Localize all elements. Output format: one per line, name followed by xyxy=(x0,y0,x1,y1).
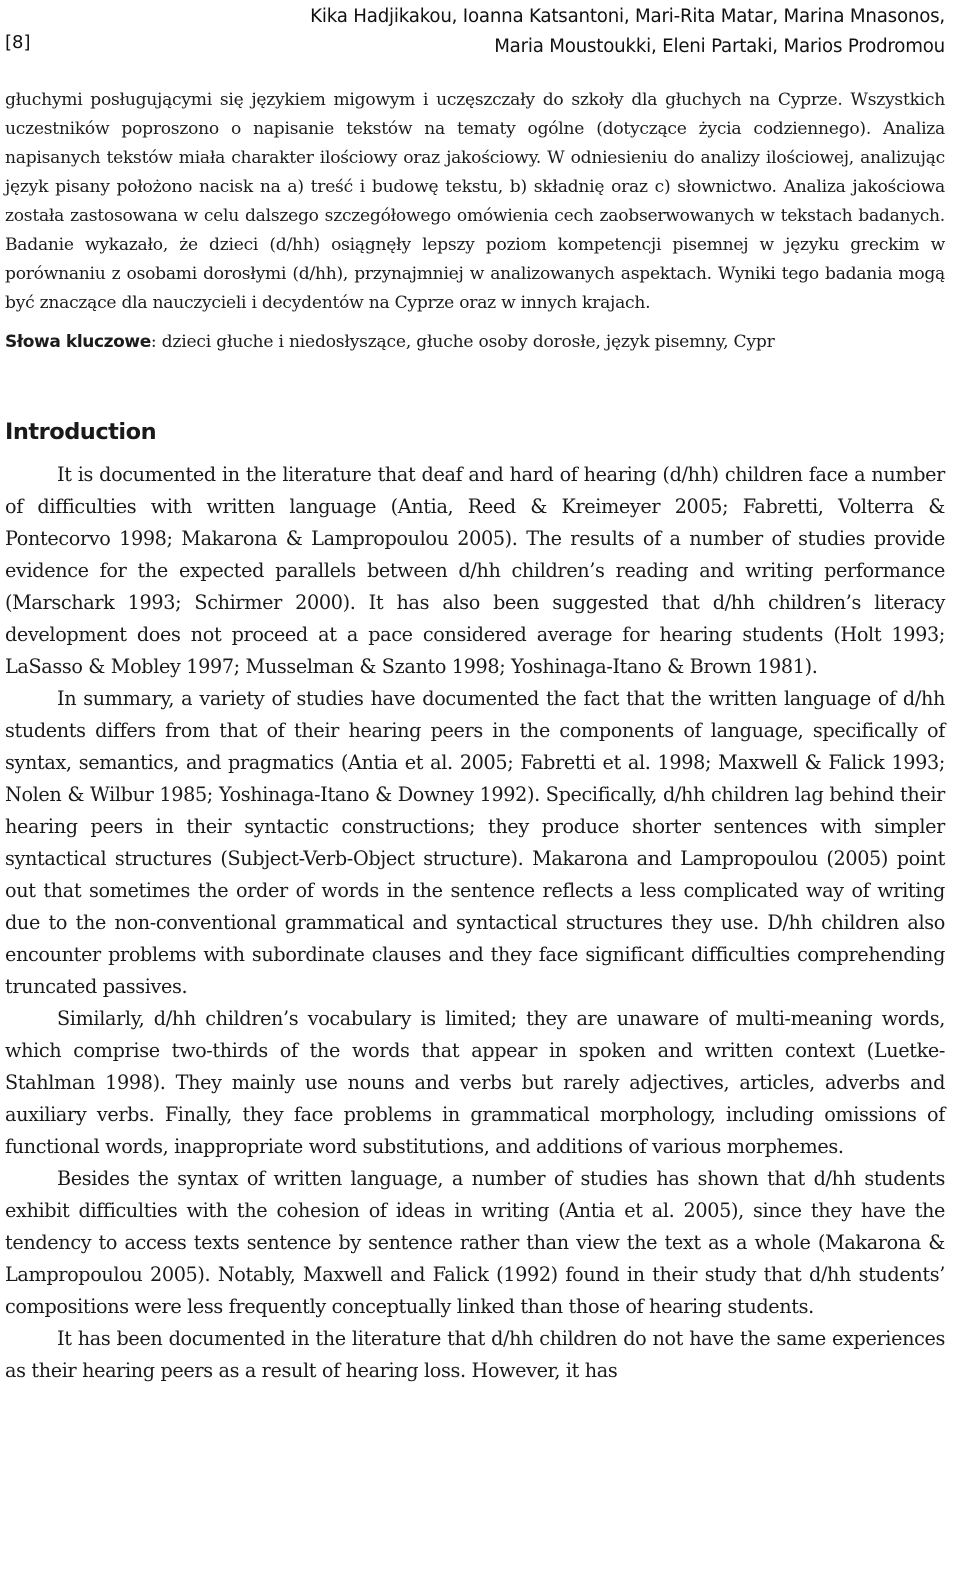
body-paragraph: In summary, a variety of studies have documented the fact that the written language of d/hh students differs from that of their hearing peers in the components of language, specifically of syntax, semantics, and pragmatics (Antia et al. 2005; Fabretti et al. 1998; Maxwell & Falick 1993; Nolen & Wilbur 1985; Yoshinaga-Itano & Downey 1992). Specifically, d/hh children lag behind their hearing peers in their syntactic constructions; they produce shorter sentences with simpler syntactical structures (Subject-Verb-Object structure). Makarona and Lampropoulou (2005) point out that sometimes the order of words in the sentence reflects a less complicated way of writing due to the non-conventional grammatical and syntactical structures they use. D/hh children also encounter problems with subordinate clauses and they face significant difficulties comprehending truncated passives. xyxy=(5,687,945,998)
keywords-line xyxy=(5,328,945,357)
author-list xyxy=(310,2,945,62)
body-paragraph: Besides the syntax of written language, a number of studies has shown that d/hh students exhibit difficulties with the cohesion of ideas in writing (Antia et al. 2005), since they have the tendency to access texts sentence by sentence rather than view the text as a whole (Makarona & Lampropoulou 2005). Notably, Maxwell and Falick (1992) found in their study that d/hh students’ compositions were less frequently conceptually linked than those of hearing students. xyxy=(5,1167,945,1318)
section-heading-introduction: Introduction xyxy=(5,419,157,445)
introduction-body xyxy=(5,459,945,1387)
author-line-1: Kika Hadjikakou, Ioanna Katsantoni, Mari-Rita Matar, Marina Mnasonos, xyxy=(310,6,945,27)
running-header xyxy=(5,0,945,66)
document-page xyxy=(5,0,945,1585)
body-paragraph: Similarly, d/hh children’s vocabulary is limited; they are unaware of multi-meaning words, which comprise two-thirds of the words that appear in spoken and written context (Luetke-Stahlman 1998). They mainly use nouns and verbs but rarely adjectives, articles, adverbs and auxiliary verbs. Finally, they face problems in grammatical morphology, including omissions of functional words, inappropriate word substitutions, and additions of various morphemes. xyxy=(5,1007,945,1158)
body-paragraph: It is documented in the literature that deaf and hard of hearing (d/hh) children face a number of difficulties with written language (Antia, Reed & Kreimeyer 2005; Fabretti, Volterra & Pontecorvo 1998; Makarona & Lampropoulou 2005). The results of a number of studies provide evidence for the expected parallels between d/hh children’s reading and writing performance (Marschark 1993; Schirmer 2000). It has also been suggested that d/hh children’s literacy development does not proceed at a pace considered average for hearing students (Holt 1993; LaSasso & Mobley 1997; Musselman & Szanto 1998; Yoshinaga-Itano & Brown 1981). xyxy=(5,463,945,678)
keywords-label: Słowa kluczowe xyxy=(5,332,151,352)
abstract-continuation xyxy=(5,86,945,318)
page-number: [8] xyxy=(5,32,31,53)
keywords-text: : dzieci głuche i niedosłyszące, głuche osoby dorosłe, język pisemny, Cypr xyxy=(150,332,775,352)
body-paragraph: It has been documented in the literature that d/hh children do not have the same experiences as their hearing peers as a result of hearing loss. However, it has xyxy=(5,1327,945,1382)
author-line-2: Maria Moustoukki, Eleni Partaki, Marios Prodromou xyxy=(494,36,945,57)
abstract-paragraph: głuchymi posługującymi się językiem migowym i uczęszczały do szkoły dla głuchych na Cyprze. Wszystkich uczestników poproszono o napisanie tekstów na tematy ogólne (dotyczące życia codziennego). Analiza napisanych tekstów miała charakter ilościowy oraz jakościowy. W odniesieniu do analizy ilościowej, analizując język pisany położono nacisk na a) treść i budowę tekstu, b) składnię oraz c) słownictwo. Analiza jakościowa została zastosowana w celu dalszego szczegółowego omówienia cech zaobserwowanych w tekstach badanych. Badanie wykazało, że dzieci (d/hh) osiągnęły lepszy poziom kompetencji pisemnej w języku greckim w porównaniu z osobami dorosłymi (d/hh), przynajmniej w analizowanych aspektach. Wyniki tego badania mogą być znaczące dla nauczycieli i decydentów na Cyprze oraz w innych krajach. xyxy=(5,90,945,313)
